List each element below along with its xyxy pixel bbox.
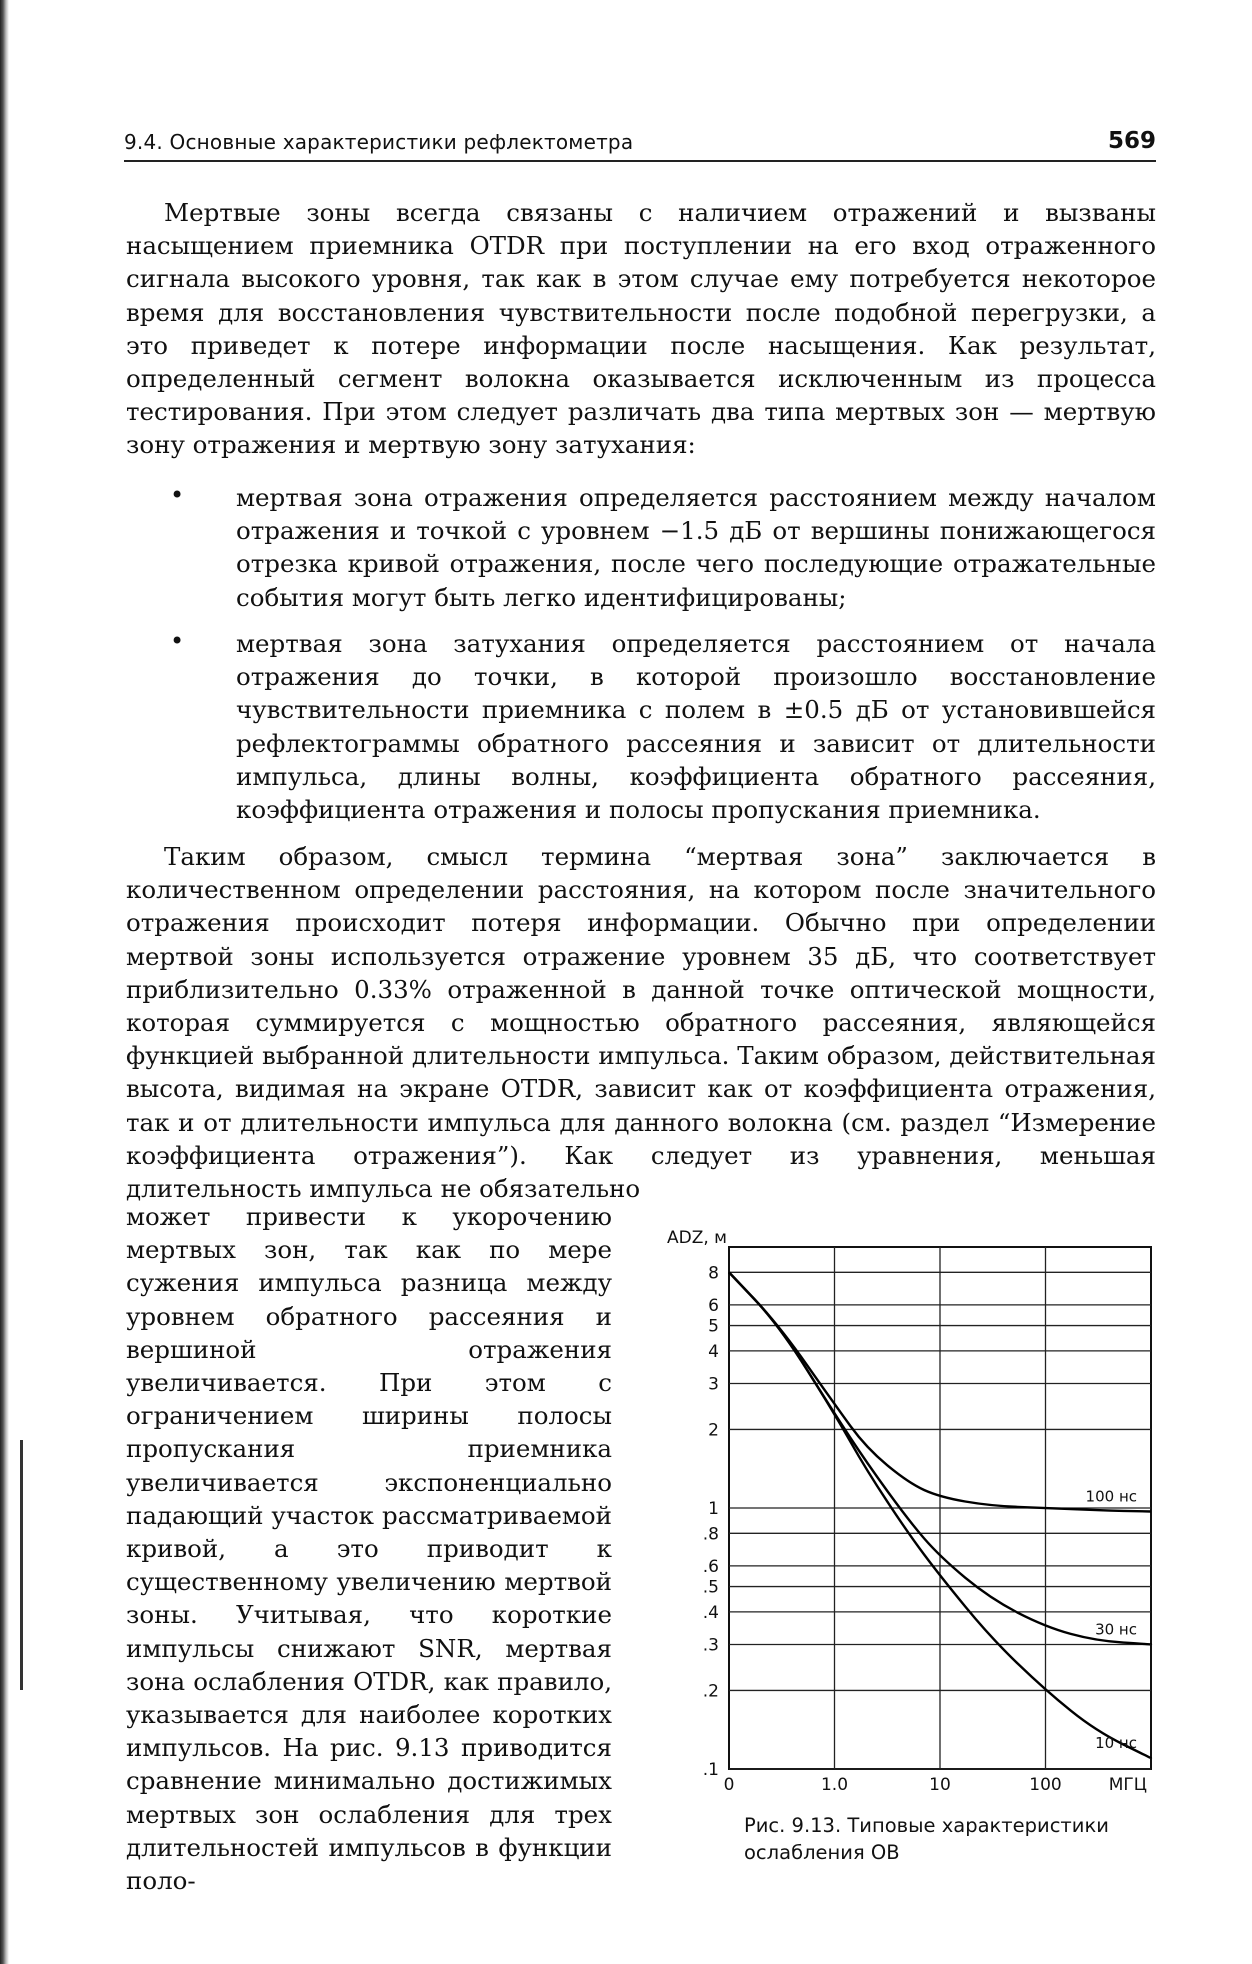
bullet-attenuation-dead-zone: мертвая зона затухания определяется расстоянием от начала отражения до точки, в которой произошло восстановление чувствительности приемника с полем в ±0.5 дБ от установившейся рефлектограммы обратного рассеяния и зависит от длительности импульса, длины волны, коэффициента обратного рассеяния, коэффициента отражения и полосы пропускания приемника. <box>236 629 1156 825</box>
y-axis-label: ADZ, м <box>667 1228 727 1248</box>
series-label: 30 нс <box>1095 1620 1137 1639</box>
y-tick-label: 2 <box>708 1420 719 1441</box>
y-tick-label: .5 <box>702 1577 719 1598</box>
figure-9-13-chart <box>626 1226 1156 1798</box>
x-tick-label: МГЦ <box>1108 1775 1147 1795</box>
paragraph-pulse-width: может привести к укорочению мертвых зон, так как по мере сужения импульса разница между уровнем обратного рассеяния и вершиной отражения увеличивается. При этом с ограничением ширины полосы пропускания приемника увеличивается экспоненциально падающий участок рассматриваемой кривой, а это приводит к существенному увеличению мертвой зоны. Учитывая, что короткие импульсы снижают SNR, мертвая зона ослабления OTDR, как правило, указывается для наиболее коротких импульсов. На рис. 9.13 приводится сравнение минимально достижимых мертвых зон ослабления для трех длительностей импульсов в функции поло- <box>126 1202 612 1896</box>
y-tick-label: 4 <box>708 1341 719 1362</box>
x-tick-label: 10 <box>929 1775 951 1795</box>
x-tick-label: 100 <box>1029 1775 1062 1795</box>
y-tick-label: 1 <box>708 1499 719 1519</box>
scan-edge-mark <box>20 1440 23 1690</box>
y-tick-label: 6 <box>708 1295 719 1316</box>
bullet-marker: • <box>170 481 185 509</box>
y-tick-label: 5 <box>708 1316 719 1337</box>
bullet-reflection-dead-zone: мертвая зона отражения определяется расстоянием между началом отражения и точкой с уровнем −1.5 дБ от вершины понижающегося отрезка кривой отражения, после чего последующие отражательные события могут быть легко идентифицированы; <box>236 483 1156 612</box>
series-label: 100 нс <box>1085 1487 1137 1506</box>
x-tick-label: 0 <box>723 1775 735 1795</box>
y-tick-label: 8 <box>708 1263 719 1284</box>
y-tick-label: .4 <box>702 1602 719 1623</box>
section-title: 9.4. Основные характеристики рефлектометра <box>124 130 634 154</box>
paragraph-dead-zones: Мертвые зоны всегда связаны с наличием отражений и вызваны насыщением приемника OTDR при поступлении на его вход отраженного сигнала высокого уровня, так как в этом случае ему потребуется некоторое время для восстановления чувствительности после подобной перегрузки, а это приведет к потере информации после насыщения. Как результат, определенный сегмент волокна оказывается исключенным из процесса тестирования. При этом следует различать два типа мертвых зон — мертвую зону отражения и мертвую зону затухания: <box>126 198 1156 460</box>
chart-svg <box>626 1226 1156 1798</box>
x-tick-label: 1.0 <box>820 1775 849 1795</box>
running-header <box>124 128 1156 162</box>
paragraph-dead-zone-term: Таким образом, смысл термина “мертвая зона” заключается в количественном определении расстояния, на котором после значительного отражения происходит потеря информации. Обычно при определении мертвой зоны используется отражение уровнем 35 дБ, что соответствует приблизительно 0.33% отраженной в данной точке оптической мощности, которая суммируется с мощностью обратного рассеяния, являющейся функцией выбранной длительности импульса. Таким образом, действительная высота, видимая на экране OTDR, зависит как от коэффициента отражения, так и от длительности импульса для данного волокна (см. раздел “Измерение коэффициента отражения”). Как следует из уравнения, меньшая длительность импульса не обязательно <box>126 842 1156 1204</box>
scan-edge <box>0 0 9 1964</box>
y-tick-label: 3 <box>708 1374 719 1395</box>
y-tick-label: .6 <box>702 1556 719 1577</box>
bullet-marker: • <box>170 627 185 655</box>
y-tick-label: .8 <box>702 1524 719 1545</box>
page-number: 569 <box>1107 128 1156 154</box>
figure-caption: Рис. 9.13. Типовые характеристики ослабления ОВ <box>744 1814 1109 1864</box>
y-tick-label: .1 <box>702 1760 719 1780</box>
y-tick-label: .3 <box>702 1635 719 1656</box>
y-tick-label: .2 <box>702 1681 719 1702</box>
series-label: 10 нс <box>1095 1734 1137 1753</box>
